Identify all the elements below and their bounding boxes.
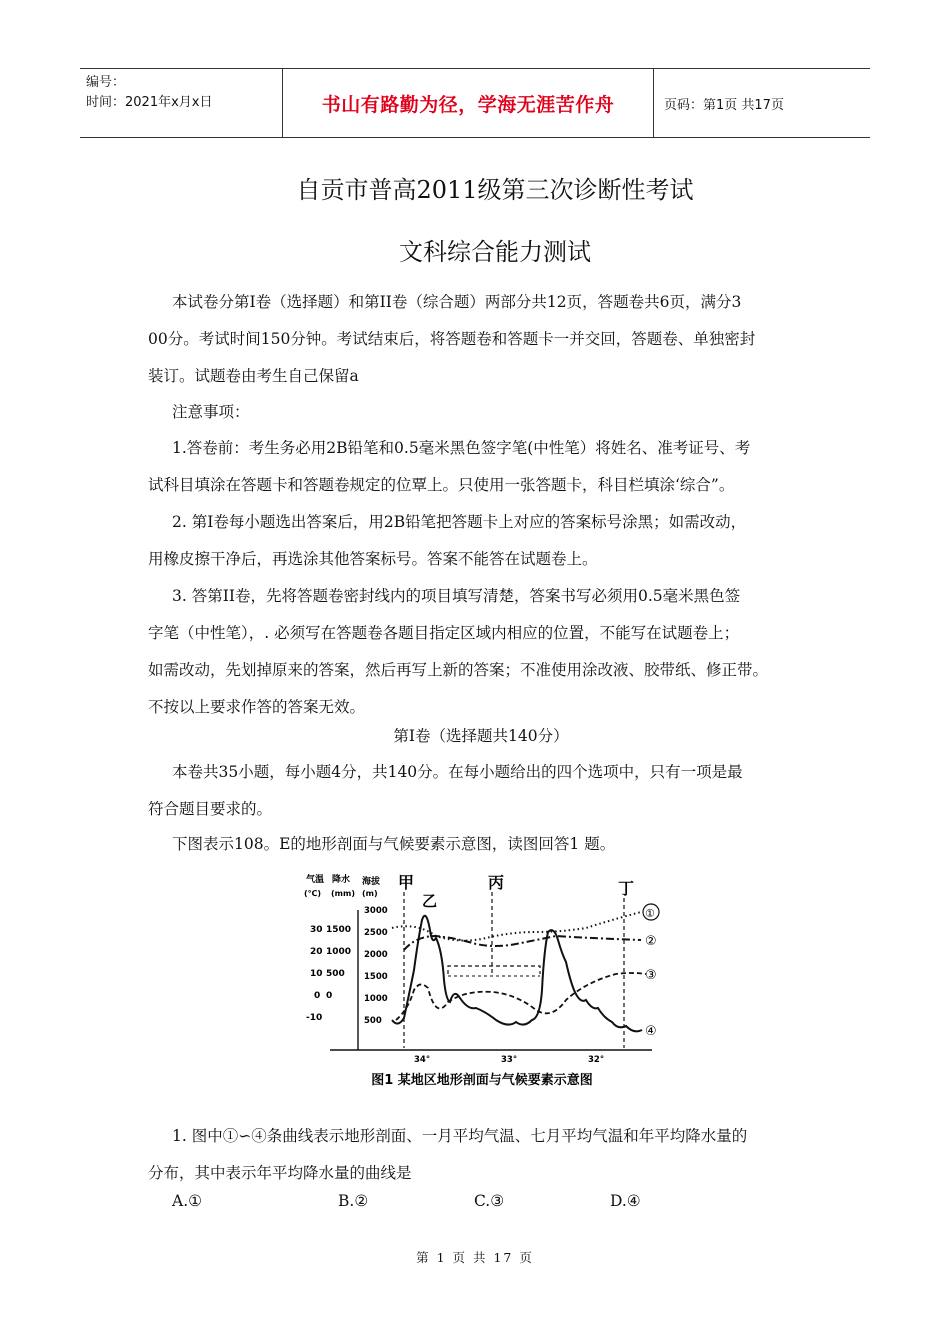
question-line: 分布，其中表示年平均降水量的曲线是 [148, 1164, 412, 1182]
section-desc-line: 本卷共35小题，每小题4分，共140分。在每小题给出的四个选项中，只有一项是最 [172, 763, 743, 781]
option-d[interactable]: D.④ [610, 1192, 641, 1210]
elev-tick: 2000 [364, 950, 388, 960]
note-line: 不按以上要求作答的答案无效。 [148, 698, 366, 716]
elev-unit: (m) [362, 889, 378, 898]
place-bing: 丙 [488, 873, 505, 892]
temp-header: 气温 [306, 875, 325, 885]
question-1 [148, 1118, 814, 1192]
place-ding: 丁 [618, 879, 635, 898]
header-meta [80, 69, 282, 137]
curve-3 [396, 973, 646, 1020]
note-line: 试科目填涂在答题卡和答题卷规定的位覃上。只使用一张答题卡，科目栏填涂‘综合”。 [148, 476, 735, 494]
intro-paragraph [148, 284, 814, 395]
note-line: 1.答卷前：考生务必用2B铅笔和0.5毫米黑色签字笔(中性笔）将姓名、准考证号、考 [172, 439, 751, 457]
curve-4 [392, 916, 642, 1032]
elev-tick: 2500 [364, 928, 388, 938]
page-footer: 第 1 页 共 17 页 [416, 1250, 534, 1265]
place-jia: 甲 [398, 873, 415, 892]
precip-unit: (mm) [331, 889, 355, 898]
option-c[interactable]: C.③ [474, 1192, 505, 1210]
temp-tick: 10 [310, 969, 323, 979]
elev-tick: 1000 [364, 994, 388, 1004]
section-description [148, 754, 814, 828]
temp-tick: 0 [314, 991, 321, 1001]
figure-caption: 图1 某地区地形剖面与气候要素示意图 [371, 1073, 593, 1088]
header-page-label: 页码：第1页 共17页 [664, 97, 784, 113]
note-line: 2. 第I卷每小题选出答案后，用2B铅笔把答题卡上对应的答案标号涂黑；如需改动， [172, 513, 747, 531]
temp-tick: 30 [310, 925, 323, 935]
figure-svg [296, 870, 668, 1100]
question-line: 1. 图中①∽④条曲线表示地形剖面、一月平均气温、七月平均气温和年平均降水量的 [172, 1127, 748, 1145]
exam-subtitle: 文科综合能力测试 [399, 238, 591, 266]
elev-tick: 1500 [364, 972, 388, 982]
figure-intro: 下图表示108。E的地形剖面与气候要素示意图，读图回答1 题。 [172, 835, 616, 853]
elev-tick: 500 [364, 1016, 382, 1026]
note-line: 如需改动，先划掉原来的答案，然后再写上新的答案；不准使用涂改液、胶带纸、修正带。 [148, 661, 769, 679]
header-motto: 书山有路勤为径，学海无涯苦作舟 [282, 69, 654, 137]
option-a[interactable]: A.① [172, 1192, 203, 1210]
notes-block [148, 430, 814, 726]
answer-options [0, 1192, 950, 1222]
elev-tick: 3000 [364, 906, 388, 916]
page-header [80, 68, 870, 138]
number-label: 编号： [86, 75, 126, 90]
intro-line: 本试卷分第I卷（选择题）和第II卷（综合题）两部分共12页，答题卷共6页，满分3 [172, 293, 742, 311]
precip-tick: 0 [326, 991, 333, 1001]
curve-label-1: ① [645, 907, 655, 920]
note-line: 3. 答第II卷，先将答题卷密封线内的项目填写清楚，答案书写必须用0.5毫米黑色签 [172, 587, 741, 605]
lat-tick: 32° [588, 1055, 605, 1065]
note-line: 字笔（中性笔），. 必须写在答题卷各题目指定区域内相应的位置，不能写在试题卷上； [148, 624, 740, 642]
precip-tick: 1500 [326, 925, 352, 935]
curve-label-2: ② [645, 934, 657, 949]
elev-header: 海拔 [362, 877, 381, 887]
temp-tick: -10 [306, 1013, 323, 1023]
intro-line: 00分。考试时间150分钟。考试结束后，将答题卷和答题卡一并交回，答题卷、单独密封 [148, 330, 756, 348]
notice-title: 注意事项： [172, 403, 250, 421]
lat-tick: 34° [414, 1055, 431, 1065]
bing-bracket [448, 966, 540, 974]
option-b[interactable]: B.② [338, 1192, 369, 1210]
curve-label-3: ③ [645, 968, 657, 983]
curve-label-4: ④ [645, 1024, 657, 1039]
place-yi: 乙 [422, 892, 438, 910]
note-line: 用橡皮擦干净后，再选涂其他答案标号。答案不能答在试题卷上。 [148, 550, 598, 568]
exam-title: 自贡市普高2011级第三次诊断性考试 [296, 176, 694, 204]
section-desc-line: 符合题目要求的。 [148, 800, 273, 818]
temp-unit: (℃) [304, 889, 321, 898]
section-title: 第I卷（选择题共140分） [393, 727, 569, 745]
date-label: 时间：2021年x月x日 [86, 95, 213, 110]
precip-header: 降水 [332, 875, 351, 885]
precip-tick: 500 [326, 969, 345, 979]
terrain-climate-figure [296, 870, 668, 1100]
intro-line: 装订。试题卷由考生自己保留a [148, 367, 359, 385]
temp-tick: 20 [310, 947, 323, 957]
precip-tick: 1000 [326, 947, 352, 957]
lat-tick: 33° [501, 1055, 518, 1065]
